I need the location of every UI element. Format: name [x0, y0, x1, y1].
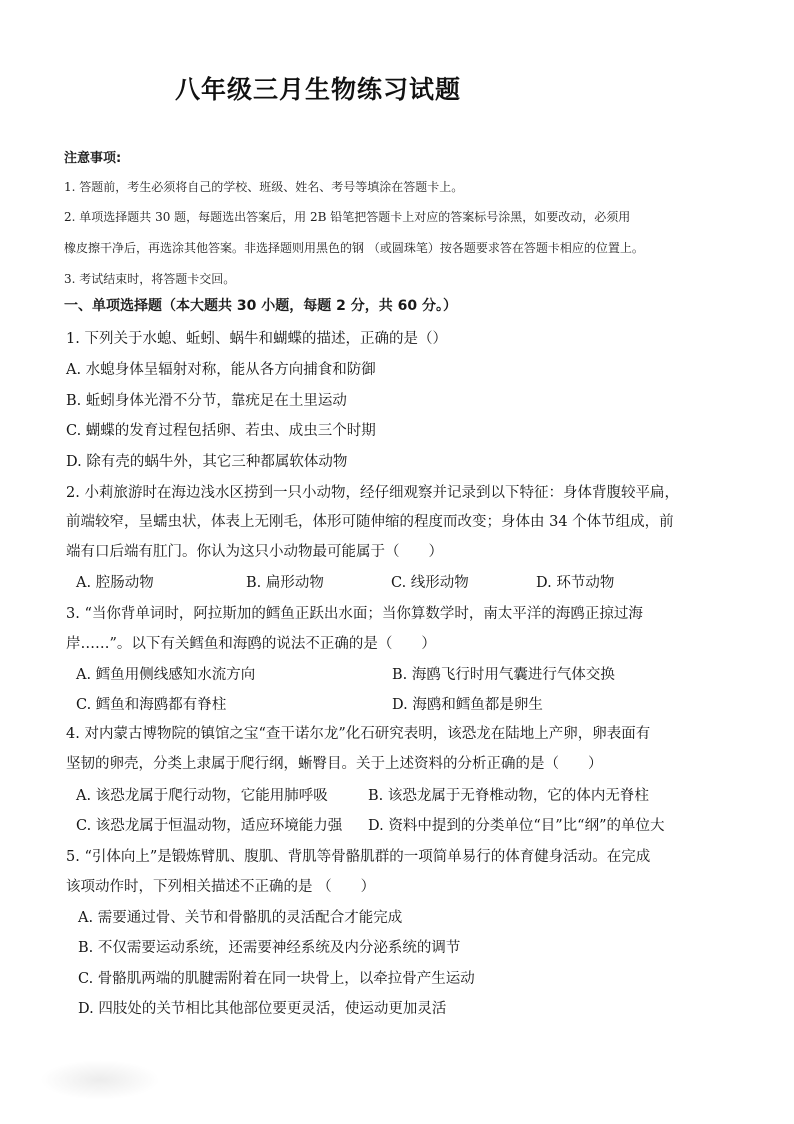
q4-option-a: A. 该恐龙属于爬行动物，它能用肺呼吸 — [76, 788, 328, 804]
q3-option-a: A. 鳕鱼用侧线感知水流方向 — [76, 667, 256, 683]
q4-option-d: D. 资料中提到的分类单位“目”比“纲”的单位大 — [368, 818, 665, 834]
q5-option-b: B. 不仅需要运动系统，还需要神经系统及内分泌系统的调节 — [78, 940, 461, 956]
q4-option-b: B. 该恐龙属于无脊椎动物，它的体内无脊柱 — [368, 788, 649, 804]
q3-option-d: D. 海鸥和鳕鱼都是卵生 — [392, 697, 543, 713]
q5-option-a: A. 需要通过骨、关节和骨骼肌的灵活配合才能完成 — [78, 910, 403, 926]
q1-option-b: B. 蚯蚓身体光滑不分节，靠疣足在土里运动 — [66, 393, 347, 409]
notes-heading: 注意事项: — [64, 151, 122, 166]
note-line-1: 1. 答题前，考生必须将自己的学校、班级、姓名、考号等填涂在答题卡上。 — [64, 180, 464, 194]
q3-option-b: B. 海鸥飞行时用气囊进行气体交换 — [392, 667, 615, 683]
q1-option-c: C. 蝴蝶的发育过程包括卵、若虫、成虫三个时期 — [66, 423, 376, 439]
q3-stem-line-2: 岸……”。以下有关鳕鱼和海鸥的说法不正确的是（ ） — [66, 636, 436, 652]
q4-stem-line-2: 坚韧的卵壳，分类上隶属于爬行纲，蜥臀目。关于上述资料的分析正确的是（ ） — [66, 756, 603, 772]
page-title: 八年级三月生物练习试题 — [175, 75, 462, 104]
q1-stem: 1. 下列关于水螅、蚯蚓、蜗牛和蝴蝶的描述，正确的是（） — [66, 331, 447, 347]
section-title: 一、单项选择题（本大题共 30 小题，每题 2 分，共 60 分。） — [64, 298, 457, 314]
q3-stem-line-1: 3. “当你背单词时，阿拉斯加的鳕鱼正跃出水面；当你算数学时，南太平洋的海鸥正掠过海 — [66, 606, 643, 622]
q1-option-a: A. 水螅身体呈辐射对称，能从各方向捕食和防御 — [66, 362, 376, 378]
q2-stem-line-3: 端有口后端有肛门。你认为这只小动物最可能属于（ ） — [66, 544, 443, 560]
q4-stem-line-1: 4. 对内蒙古博物院的镇馆之宝“查干诺尔龙”化石研究表明，该恐龙在陆地上产卵，卵表面有 — [66, 726, 651, 742]
q2-stem-line-1: 2. 小莉旅游时在海边浅水区捞到一只小动物，经仔细观察并记录到以下特征：身体背腹较平扁， — [66, 485, 679, 501]
q5-stem-line-2: 该项动作时，下列相关描述不正确的是 （ ） — [66, 879, 376, 895]
q2-option-c: C. 线形动物 — [391, 575, 469, 591]
q5-option-d: D. 四肢处的关节相比其他部位要更灵活，使运动更加灵活 — [78, 1001, 447, 1017]
note-line-4: 3. 考试结束时，将答题卡交回。 — [64, 272, 236, 286]
q5-option-c: C. 骨骼肌两端的肌腱需附着在同一块骨上，以牵拉骨产生运动 — [78, 971, 475, 987]
q2-option-b: B. 扁形动物 — [246, 575, 324, 591]
scan-smudge — [40, 1060, 160, 1100]
q3-option-c: C. 鳕鱼和海鸥都有脊柱 — [76, 697, 227, 713]
note-line-3: 橡皮擦干净后，再选涂其他答案。非选择题则用黑色的钢 （或圆珠笔）按各题要求答在答题卡相应的位置上。 — [64, 241, 644, 255]
q5-stem-line-1: 5. “引体向上”是锻炼臂肌、腹肌、背肌等骨骼肌群的一项简单易行的体育健身活动。在完成 — [66, 849, 651, 865]
q2-option-d: D. 环节动物 — [536, 575, 615, 591]
q2-stem-line-2: 前端较窄，呈蠕虫状，体表上无刚毛，体形可随伸缩的程度而改变；身体由 34 个体节组成，前 — [66, 514, 674, 530]
q4-option-c: C. 该恐龙属于恒温动物，适应环境能力强 — [76, 818, 343, 834]
q1-option-d: D. 除有壳的蜗牛外，其它三种都属软体动物 — [66, 454, 348, 470]
q2-option-a: A. 腔肠动物 — [76, 575, 154, 591]
note-line-2: 2. 单项选择题共 30 题，每题选出答案后，用 2B 铅笔把答题卡上对应的答案标号涂黑，如要改动，必须用 — [64, 210, 631, 224]
